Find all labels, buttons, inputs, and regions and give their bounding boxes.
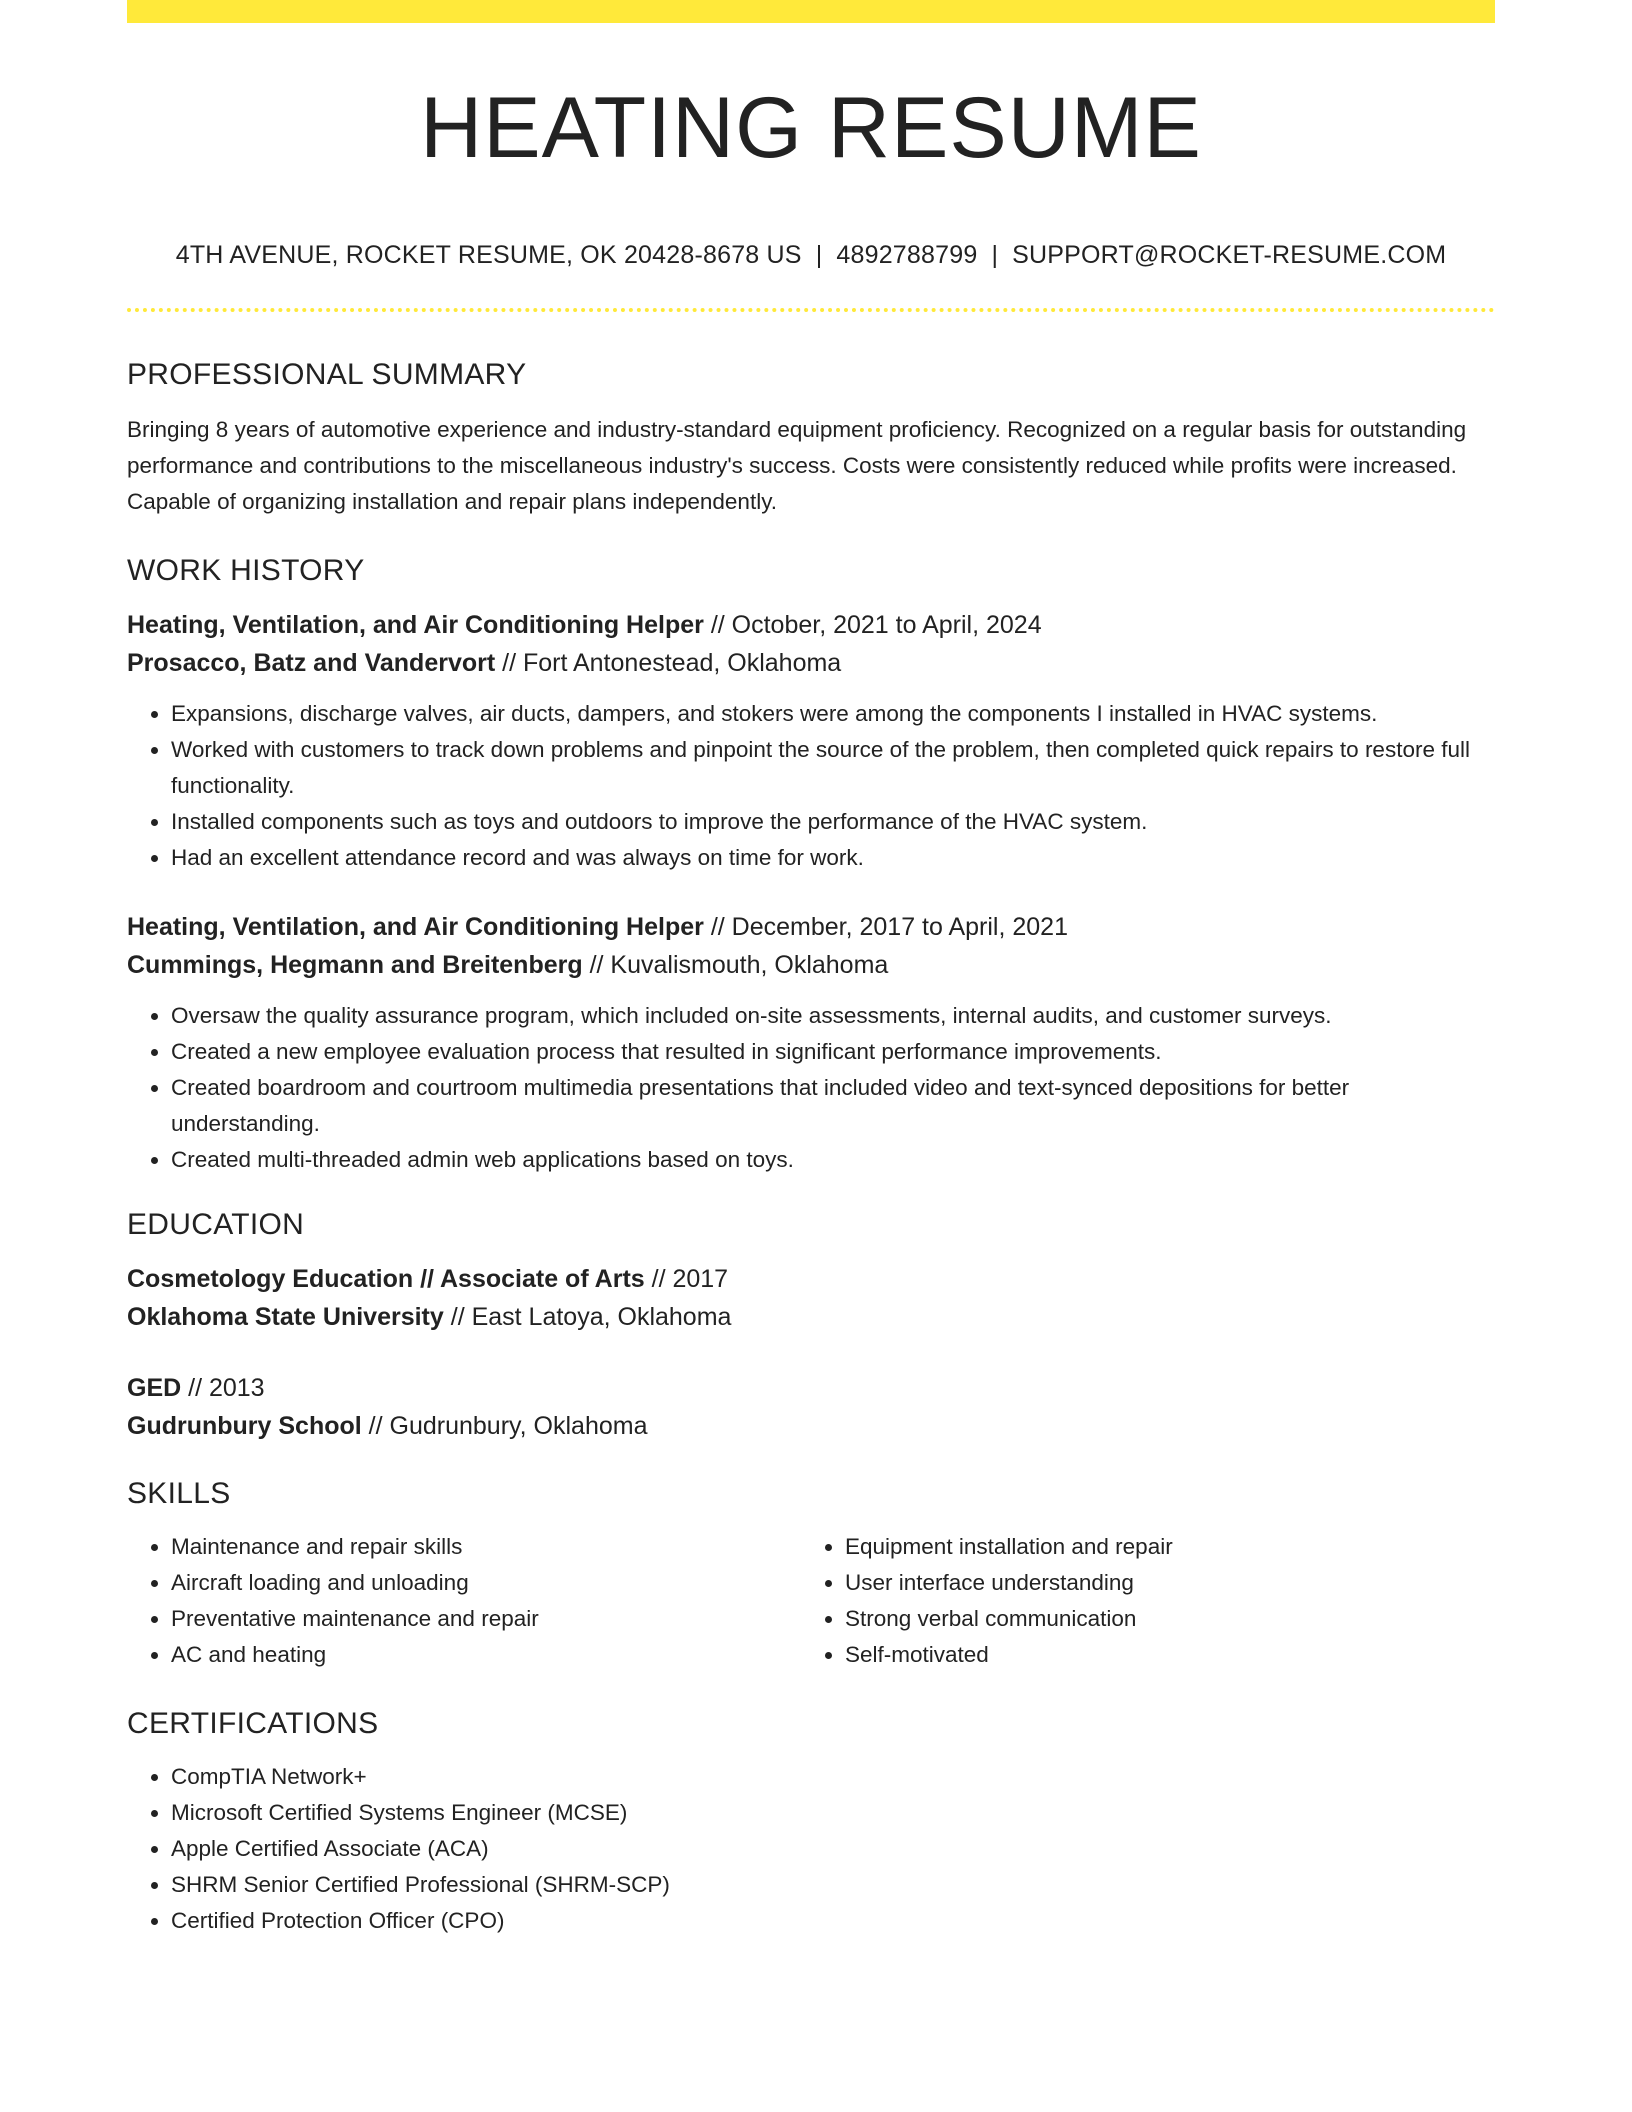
certifications-list [127, 1759, 1495, 1939]
job-company: Cummings, Hegmann and Breitenberg [127, 951, 583, 979]
list-item: • Oversaw the quality assurance program, which included on-site assessments, internal audits, and customer surveys. [171, 998, 1495, 1034]
skills-heading: SKILLS [127, 1477, 231, 1510]
skills-column-left [127, 1529, 801, 1673]
job-title-line [127, 908, 1495, 946]
job-entry [127, 606, 1495, 876]
job-location: // Fort Antonestead, Oklahoma [495, 649, 842, 677]
skills-list [127, 1529, 1495, 1673]
education-degree-line [127, 1369, 1495, 1407]
certifications-heading: CERTIFICATIONS [127, 1707, 379, 1740]
list-item: • Preventative maintenance and repair [171, 1601, 801, 1637]
job-bullets [127, 696, 1495, 876]
education-degree: GED [127, 1374, 182, 1402]
list-item: • SHRM Senior Certified Professional (SHRM-SCP) [171, 1867, 1495, 1903]
job-entry [127, 908, 1495, 1178]
list-item: • Equipment installation and repair [845, 1529, 1475, 1565]
job-title-line [127, 606, 1495, 644]
list-item: • Microsoft Certified Systems Engineer (MCSE) [171, 1795, 1495, 1831]
job-dates: // December, 2017 to April, 2021 [703, 913, 1068, 941]
list-item: • Apple Certified Associate (ACA) [171, 1831, 1495, 1867]
education-location: // Gudrunbury, Oklahoma [361, 1412, 648, 1440]
education-entry [127, 1260, 1495, 1336]
job-company: Prosacco, Batz and Vandervort [127, 649, 496, 677]
work-history-heading: WORK HISTORY [127, 554, 365, 587]
dotted-divider [127, 308, 1495, 312]
contact-separator: | [815, 241, 823, 269]
job-dates: // October, 2021 to April, 2024 [703, 611, 1042, 639]
contact-line [127, 241, 1495, 270]
resume-name: HEATING RESUME [420, 80, 1202, 176]
resume-page [127, 0, 1495, 1939]
contact-phone: 4892788799 [836, 241, 978, 269]
contact-email: SUPPORT@ROCKET-RESUME.COM [1012, 241, 1447, 269]
education-school: Oklahoma State University [127, 1303, 444, 1331]
education-heading: EDUCATION [127, 1208, 305, 1241]
list-item: • Self-motivated [845, 1637, 1475, 1673]
list-item: • User interface understanding [845, 1565, 1475, 1601]
education-year: // 2013 [181, 1374, 265, 1402]
contact-separator: | [991, 241, 999, 269]
job-bullets [127, 998, 1495, 1178]
contact-address: 4TH AVENUE, ROCKET RESUME, OK 20428-8678 US [175, 241, 802, 269]
skills-column-right [801, 1529, 1475, 1673]
list-item: • AC and heating [171, 1637, 801, 1673]
list-item: • Maintenance and repair skills [171, 1529, 801, 1565]
skills-bullets-right [801, 1529, 1475, 1673]
skills-bullets-left [127, 1529, 801, 1673]
list-item: • Had an excellent attendance record and was always on time for work. [171, 840, 1495, 876]
education-location: // East Latoya, Oklahoma [443, 1303, 732, 1331]
job-role: Heating, Ventilation, and Air Conditioning Helper [127, 611, 704, 639]
list-item: • CompTIA Network+ [171, 1759, 1495, 1795]
job-company-line [127, 644, 1495, 682]
list-item: • Worked with customers to track down problems and pinpoint the source of the problem, then completed quick repairs to restore full functionality. [171, 732, 1495, 804]
list-item: • Certified Protection Officer (CPO) [171, 1903, 1495, 1939]
job-location: // Kuvalismouth, Oklahoma [582, 951, 889, 979]
job-role: Heating, Ventilation, and Air Conditioning Helper [127, 913, 704, 941]
list-item: • Created multi-threaded admin web applications based on toys. [171, 1142, 1495, 1178]
summary-text: Bringing 8 years of automotive experience and industry-standard equipment proficiency. Recognized on a regular basis for outstanding performance and contributions to the miscellaneous industry's success. Costs were consistently reduced while profits were increased. Capable of organizing installation and repair plans independently. [127, 417, 1467, 514]
education-school-line [127, 1407, 1495, 1445]
list-item: • Installed components such as toys and outdoors to improve the performance of the HVAC system. [171, 804, 1495, 840]
list-item: • Expansions, discharge valves, air ducts, dampers, and stokers were among the components I installed in HVAC systems. [171, 696, 1495, 732]
list-item: • Created a new employee evaluation process that resulted in significant performance improvements. [171, 1034, 1495, 1070]
education-school: Gudrunbury School [127, 1412, 362, 1440]
education-degree: Cosmetology Education // Associate of Arts [127, 1265, 645, 1293]
accent-top-bar [127, 0, 1495, 23]
job-company-line [127, 946, 1495, 984]
list-item: • Aircraft loading and unloading [171, 1565, 801, 1601]
list-item: • Strong verbal communication [845, 1601, 1475, 1637]
education-school-line [127, 1298, 1495, 1336]
summary-heading: PROFESSIONAL SUMMARY [127, 358, 527, 391]
education-year: // 2017 [644, 1265, 729, 1293]
list-item: • Created boardroom and courtroom multimedia presentations that included video and text-synced depositions for better understanding. [171, 1070, 1495, 1142]
education-degree-line [127, 1260, 1495, 1298]
education-entry [127, 1369, 1495, 1445]
